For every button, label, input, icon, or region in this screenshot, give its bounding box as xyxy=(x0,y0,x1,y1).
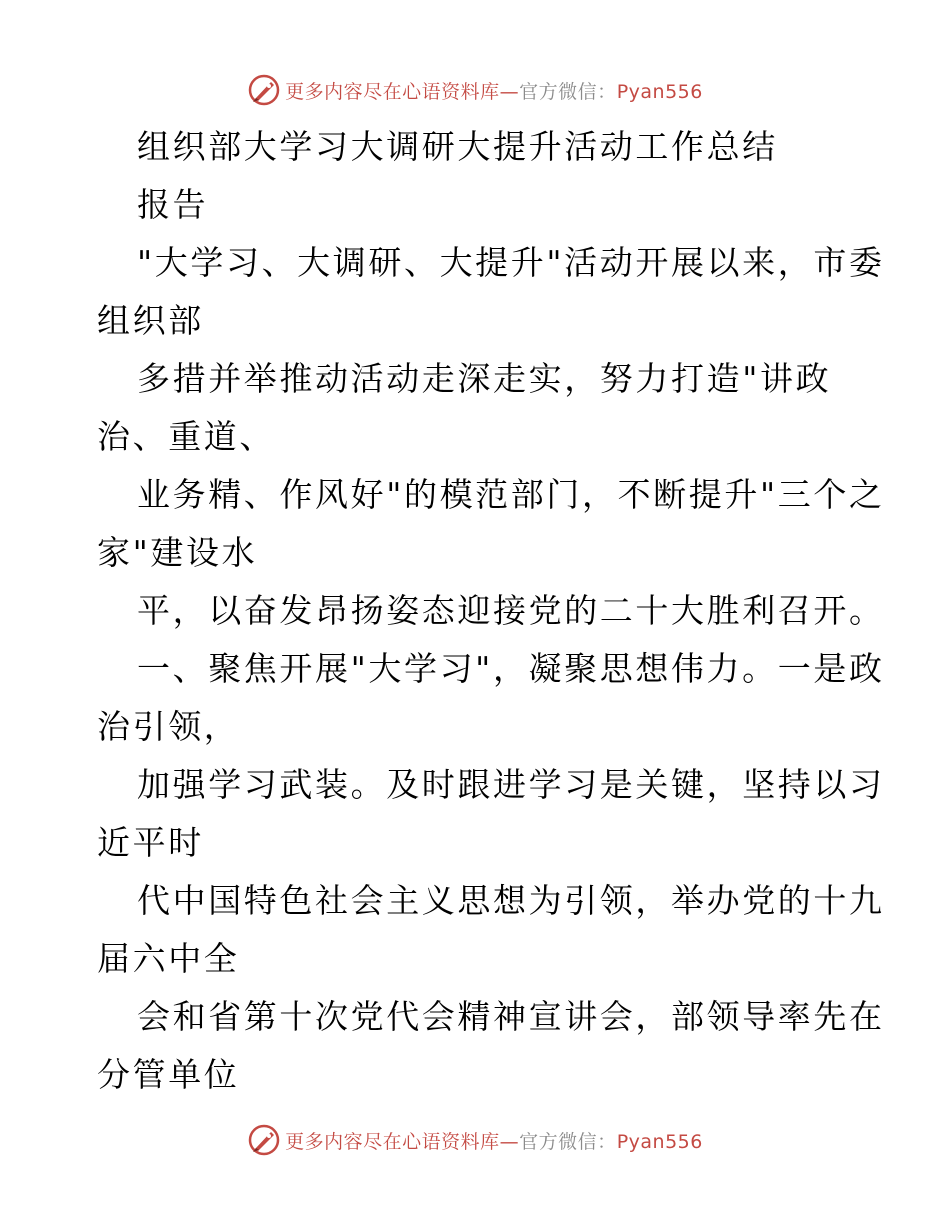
text-line: 一、聚焦开展"大学习"，凝聚思想伟力。一是政 xyxy=(137,649,885,688)
quill-pen-icon xyxy=(247,1123,281,1157)
banner-wechat-id: Pyan556 xyxy=(616,80,703,103)
quill-pen-icon xyxy=(247,73,281,107)
text-line: 家"建设水 xyxy=(97,533,258,572)
text-line: 治引领， xyxy=(97,707,240,746)
text-line: 届六中全 xyxy=(97,939,240,978)
text-line: 加强学习武装。及时跟进学习是关键，坚持以习 xyxy=(137,765,885,804)
banner-prefix: 更多内容尽在心语资料库 xyxy=(285,1130,500,1153)
banner-text xyxy=(285,1127,703,1154)
footer-banner xyxy=(0,1120,950,1160)
text-line: 会和省第十次党代会精神宣讲会，部领导率先在 xyxy=(137,997,885,1036)
text-line: 平，以奋发昂扬姿态迎接党的二十大胜利召开。 xyxy=(137,591,885,630)
banner-wechat-label: 官方微信： xyxy=(519,80,617,103)
banner-separator: — xyxy=(499,1130,520,1153)
text-line: 报告 xyxy=(137,185,209,224)
banner-wechat-id: Pyan556 xyxy=(616,1130,703,1153)
banner-wechat-label: 官方微信： xyxy=(519,1130,617,1153)
text-line: 分管单位 xyxy=(97,1055,240,1094)
banner-text xyxy=(285,77,703,104)
banner-prefix: 更多内容尽在心语资料库 xyxy=(285,80,500,103)
text-line: 业务精、作风好"的模范部门，不断提升"三个之 xyxy=(137,475,885,514)
text-line: "大学习、大调研、大提升"活动开展以来，市委 xyxy=(137,243,885,282)
text-line: 组织部大学习大调研大提升活动工作总结 xyxy=(137,127,778,166)
banner-separator: — xyxy=(499,80,520,103)
text-line: 治、重道、 xyxy=(97,417,275,456)
text-line: 代中国特色社会主义思想为引领，举办党的十九 xyxy=(137,881,885,920)
header-banner xyxy=(0,70,950,110)
text-line: 组织部 xyxy=(97,301,204,340)
text-line: 近平时 xyxy=(97,823,204,862)
document-body xyxy=(97,118,885,1104)
text-line: 多措并举推动活动走深走实，努力打造"讲政 xyxy=(137,359,832,398)
